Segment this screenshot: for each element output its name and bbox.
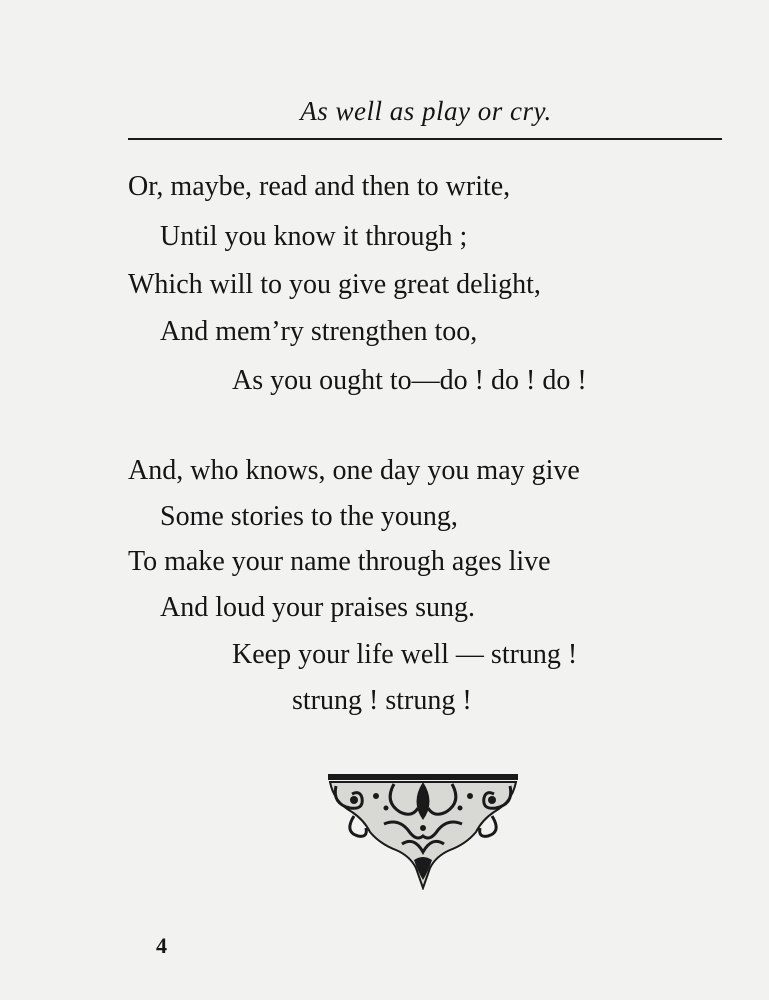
poem-line: Which will to you give great delight, xyxy=(128,269,541,300)
poem-line: Until you know it through ; xyxy=(160,221,468,252)
poem-line: To make your name through ages live xyxy=(128,546,551,577)
header-rule xyxy=(128,138,722,140)
floral-tailpiece-ornament-icon xyxy=(324,772,522,890)
poem-line: strung ! strung ! xyxy=(292,685,472,716)
poem-line: As you ought to—do ! do ! do ! xyxy=(232,365,587,396)
poem-line: And, who knows, one day you may give xyxy=(128,455,580,486)
poem-line: Keep your life well — strung ! xyxy=(232,639,578,670)
running-title: As well as play or cry. xyxy=(300,96,552,126)
poem-line: And mem’ry strengthen too, xyxy=(160,316,478,347)
poem-line: Or, maybe, read and then to write, xyxy=(128,171,511,202)
poem-line: Some stories to the young, xyxy=(160,501,458,532)
page-number: 4 xyxy=(156,933,167,958)
poem-line: And loud your praises sung. xyxy=(160,592,475,623)
